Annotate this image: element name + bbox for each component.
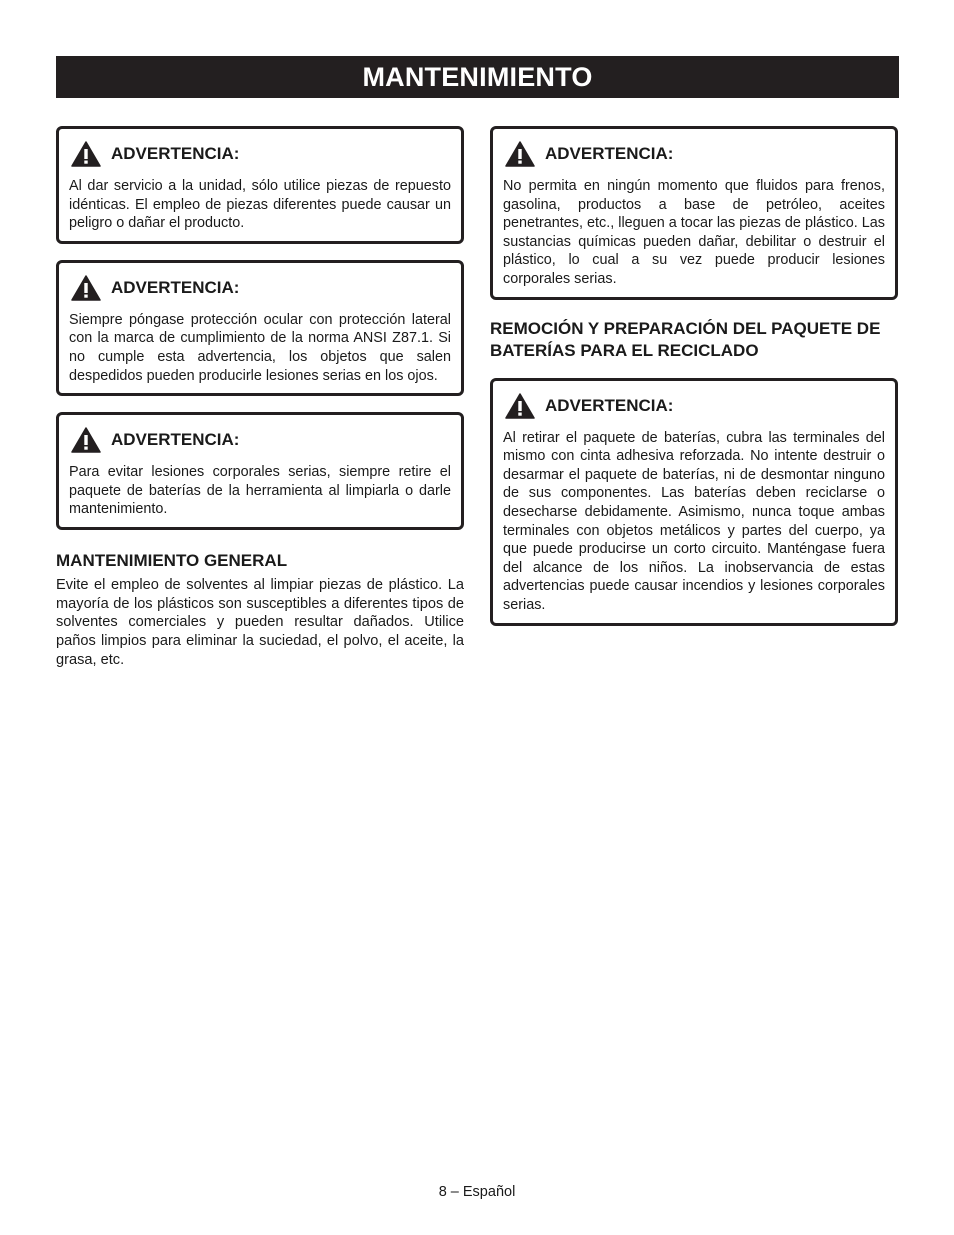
warning-header	[505, 141, 887, 167]
right-column	[490, 126, 898, 642]
warning-text: Para evitar lesiones corporales serias, siempre retire el paquete de baterías de la herramienta al limpiarla o darle mantenimiento.	[69, 464, 451, 518]
warning-text: Siempre póngase protección ocular con protección lateral con la marca de cumplimiento de la norma ANSI Z87.1. Si no cumple esta advertencia, los objetos que salen despedidos pueden producirle lesiones serias en los ojos.	[69, 311, 451, 384]
warning-triangle-icon	[505, 141, 535, 167]
general-maintenance-text: Evite el empleo de solventes al limpiar piezas de plástico. La mayoría de los plásticos son susceptibles a diferentes tipos de solventes comerciales y pueden resultar dañados. Utilice paños limpios para eliminar la suciedad, el polvo, el aceite, la grasa, etc.	[56, 576, 464, 668]
left-column	[56, 126, 464, 669]
warning-title: ADVERTENCIA:	[111, 430, 240, 450]
warning-box-battery-recycling	[490, 378, 898, 626]
warning-box-replacement-parts	[56, 126, 464, 244]
warning-title: ADVERTENCIA:	[111, 277, 240, 297]
warning-triangle-icon	[71, 141, 101, 167]
warning-triangle-icon	[71, 275, 101, 301]
page-footer: 8 – Español	[438, 1184, 516, 1200]
warning-triangle-icon	[71, 427, 101, 453]
warning-header	[505, 393, 887, 419]
warning-text: Al retirar el paquete de baterías, cubra las terminales del mismo con cinta adhesiva reforzada. No intente destruir o desarmar el paquete de baterías, ni de desmontar ninguno de sus componentes. Las baterías deben reciclarse o desecharse debidamente. Asimismo, nunca toque ambas terminales con objetos metálicos y partes del cuerpo, ya que puede producirse un corto circuito. Manténgase fuera del alcance de los niños. La inobservancia de estas advertencias puede causar incendios y lesiones corporales serias.	[503, 429, 885, 613]
page-title: MANTENIMIENTO	[362, 61, 593, 92]
page-title-bar	[56, 56, 899, 98]
warning-text: Al dar servicio a la unidad, sólo utilice piezas de repuesto idénticas. El empleo de piezas diferentes puede causar un peligro o dañar el producto.	[69, 178, 451, 232]
warning-text: No permita en ningún momento que fluidos para frenos, gasolina, productos a base de petróleo, aceites penetrantes, etc., lleguen a tocar las piezas de plástico. Las sustancias químicas pueden dañar, debilitar o destruir el plástico, lo cual a su vez puede producir lesiones corporales serias.	[503, 178, 885, 287]
warning-box-eye-protection	[56, 260, 464, 396]
section-heading-battery-recycling: REMOCIÓN Y PREPARACIÓN DEL PAQUETE DE BATERÍAS PARA EL RECICLADO	[490, 318, 881, 360]
warning-box-fluids	[490, 126, 898, 300]
warning-header	[71, 275, 453, 301]
warning-title: ADVERTENCIA:	[111, 144, 240, 163]
warning-box-remove-battery	[56, 412, 464, 530]
warning-header	[71, 141, 453, 167]
warning-triangle-icon	[505, 393, 535, 419]
section-heading-general-maintenance: MANTENIMIENTO GENERAL	[56, 550, 288, 570]
warning-header	[71, 427, 453, 453]
warning-title: ADVERTENCIA:	[545, 395, 674, 415]
warning-title: ADVERTENCIA:	[545, 144, 674, 163]
